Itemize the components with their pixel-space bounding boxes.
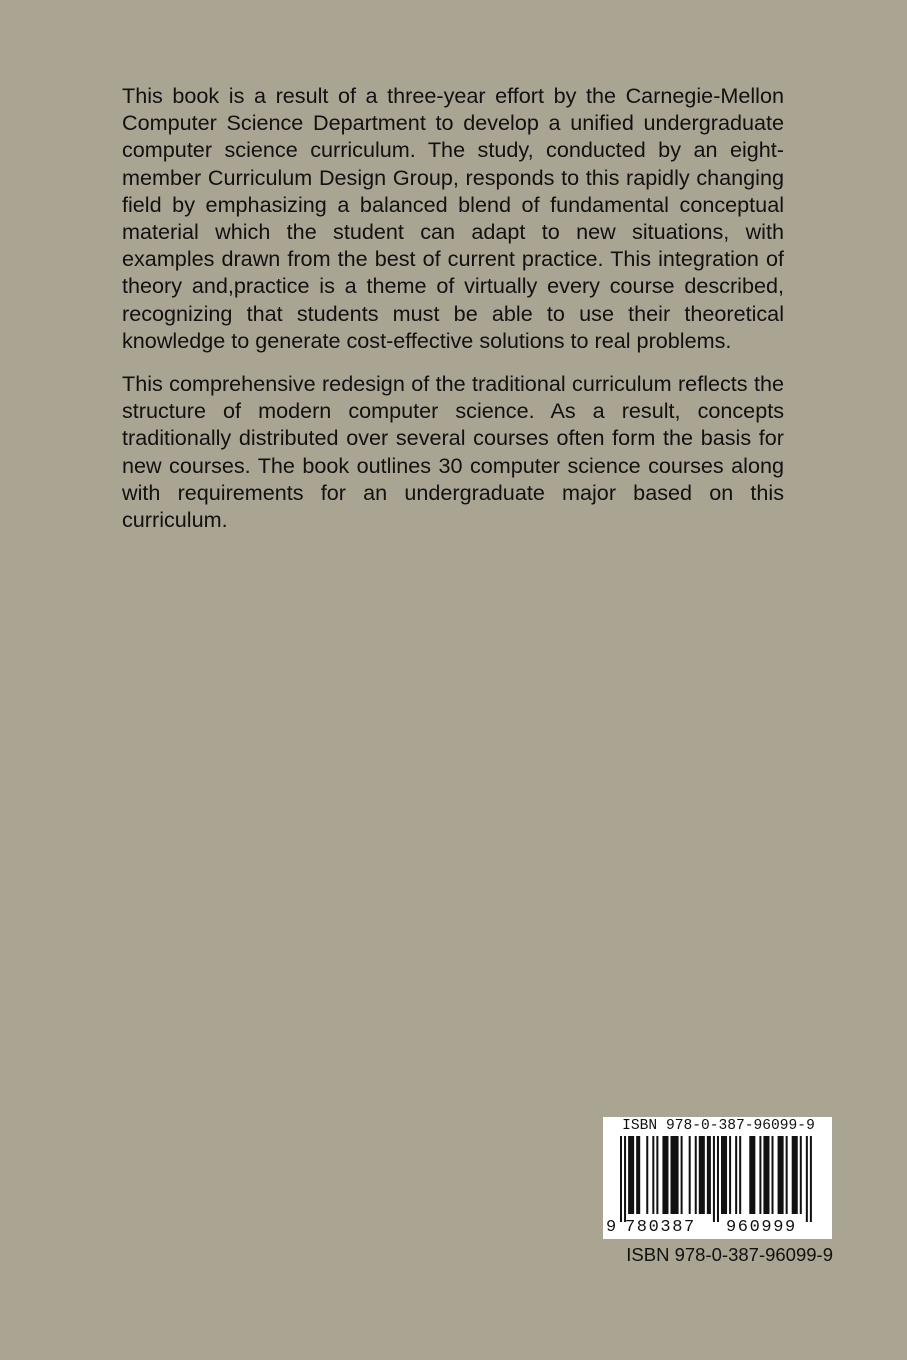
barcode-bar-14 [713, 1136, 715, 1222]
barcode-bar-22 [763, 1136, 769, 1214]
isbn-footer: ISBN 978-0-387-96099-9 [626, 1244, 833, 1265]
barcode-bar-6 [656, 1136, 658, 1214]
barcode-bar-7 [662, 1136, 668, 1214]
barcode-bar-15 [717, 1136, 719, 1222]
barcode-bar-12 [699, 1136, 705, 1214]
barcode-bar-3 [636, 1136, 640, 1214]
barcode-bar-2 [628, 1136, 634, 1214]
barcode-bar-29 [810, 1136, 812, 1222]
barcode-bar-18 [735, 1136, 737, 1214]
barcode-bar-1 [624, 1136, 626, 1222]
barcode-bar-17 [729, 1136, 731, 1214]
barcode-bar-27 [800, 1136, 802, 1214]
ean-left-digits: 780387 [625, 1218, 696, 1237]
barcode-bar-0 [620, 1136, 622, 1222]
barcode-bar-28 [806, 1136, 808, 1222]
blurb-text [122, 82, 784, 549]
barcode-bar-21 [759, 1136, 761, 1214]
barcode-bar-25 [786, 1136, 788, 1214]
barcode-bar-11 [695, 1136, 697, 1214]
barcode-bar-5 [652, 1136, 654, 1214]
barcode-bar-10 [689, 1136, 691, 1214]
ean-first-digit: 9 [606, 1218, 617, 1237]
ean13-barcode [609, 1136, 825, 1222]
barcode-bar-16 [721, 1136, 727, 1214]
barcode-bar-19 [739, 1136, 741, 1214]
ean-digits [603, 1218, 832, 1238]
ean-right-digits: 960999 [726, 1218, 797, 1237]
barcode-bar-23 [772, 1136, 774, 1214]
blurb-paragraph-1: This book is a result of a three-year effort by the Carnegie-Mellon Computer Science Department to develop a unified undergraduate computer science curriculum. The study, conducted by an eightmember Curriculum Design Group, responds to this rapidly changing field by emphasizing a balanced blend of fundamental conceptual material which the student can adapt to new situations, with examples drawn from the best of current practice. This integration of theory and,practice is a theme of virtually every course described, recognizing that students must be able to use their theoretical knowledge to generate cost-effective solutions to real problems. [122, 83, 784, 353]
blurb-paragraph-2: This comprehensive redesign of the traditional curriculum reflects the structure of modern computer science. As a result, concepts traditionally distributed over several courses often form the basis for new courses. The book outlines 30 computer science courses along with requirements for an undergraduate major based on this curriculum. [122, 371, 784, 533]
barcode-bar-20 [749, 1136, 755, 1214]
barcode-label [603, 1117, 832, 1239]
barcode-isbn-text: ISBN 978-0-387-96099-9 [622, 1118, 815, 1134]
barcode-bar-13 [707, 1136, 711, 1214]
barcode-bar-4 [646, 1136, 648, 1214]
barcode-bar-8 [671, 1136, 679, 1214]
barcode-bar-26 [792, 1136, 798, 1214]
barcode-bar-24 [778, 1136, 784, 1214]
barcode-bar-9 [681, 1136, 683, 1214]
